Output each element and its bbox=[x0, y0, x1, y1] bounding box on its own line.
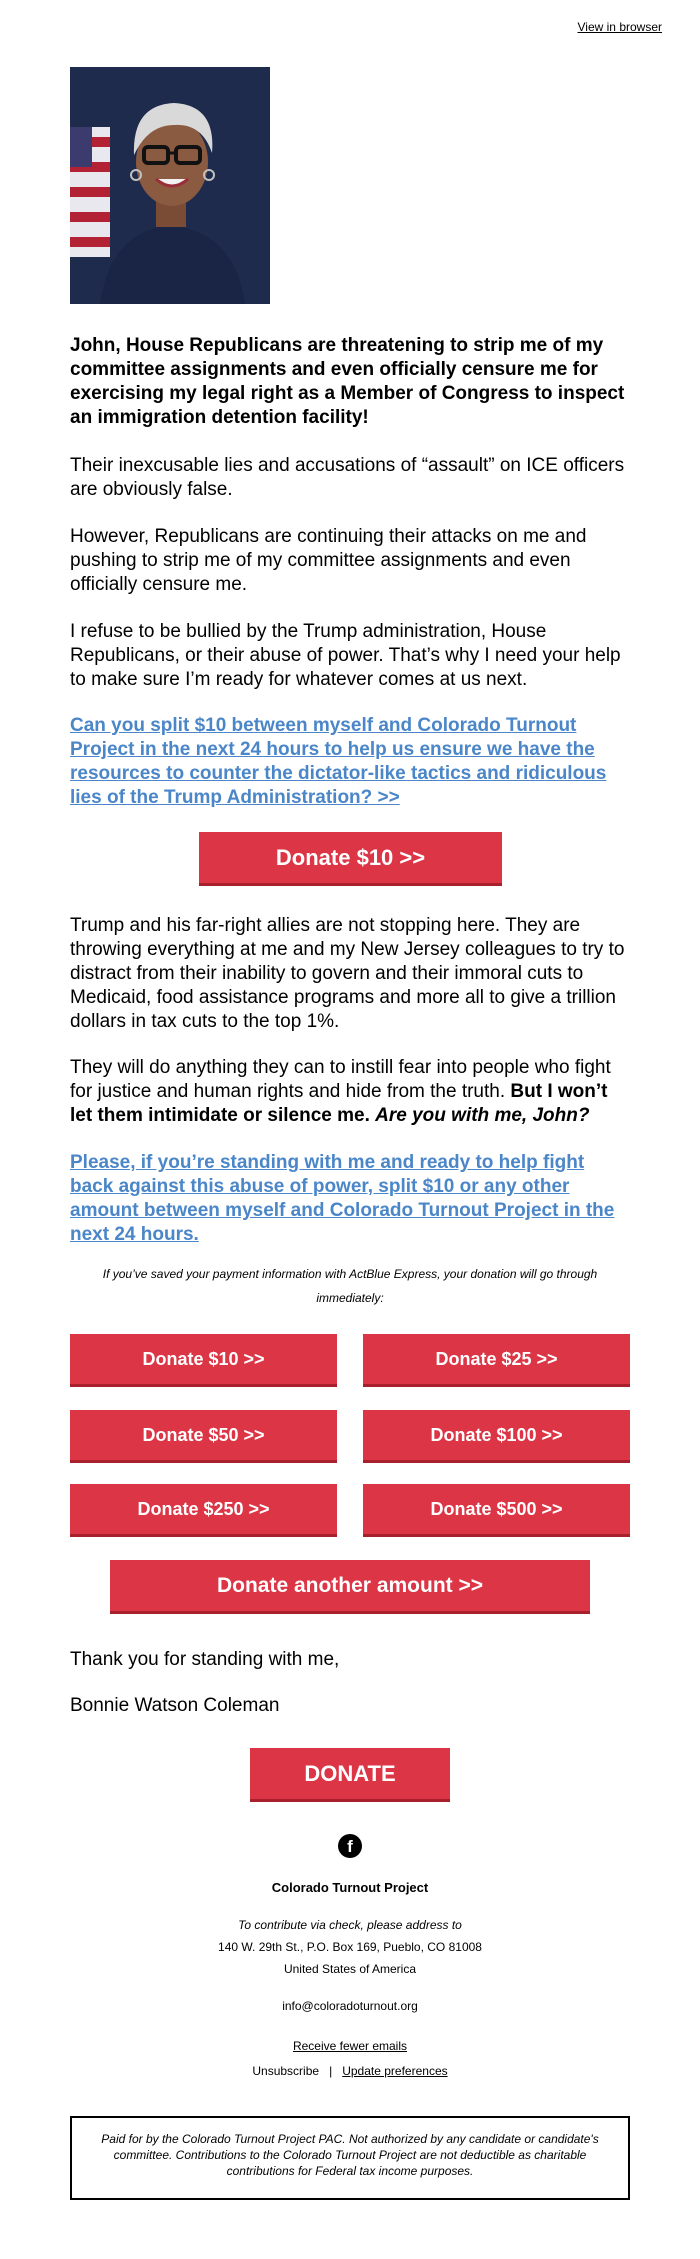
paragraph-5-bold: But I won’t let them intimidate or silence me. bbox=[70, 1081, 608, 1126]
receive-fewer-emails-link[interactable]: Receive fewer emails bbox=[292, 2039, 408, 2053]
facebook-icon[interactable]: f bbox=[338, 1834, 362, 1858]
update-preferences-link[interactable]: Update preferences bbox=[342, 2064, 448, 2078]
donate-250-button[interactable]: Donate $250 >> bbox=[70, 1484, 337, 1537]
donate-50-button[interactable]: Donate $50 >> bbox=[70, 1410, 337, 1463]
mailing-address: 140 W. 29th St., P.O. Box 169, Pueblo, CO 81008 bbox=[218, 1940, 482, 1954]
paragraph-4: Trump and his far-right allies are not stopping here. They are throwing everything at me and my New Jersey colleagues to try to distract from their inability to govern and their immoral cuts to Medicaid, food assistance programs and more all to give a trillion dollars in tax cuts to the top 1%. bbox=[70, 915, 625, 1032]
donate-link-2[interactable]: Please, if you’re standing with me and ready to help fight back against this abuse of power, split $10 or any other amount between myself and Colorado Turnout Project in the next 24 hours. bbox=[70, 1152, 615, 1245]
paragraph-2: However, Republicans are continuing their attacks on me and pushing to strip me of my committee assignments and even officially censure me. bbox=[70, 526, 587, 595]
link-separator: | bbox=[329, 2064, 333, 2078]
unsubscribe-row bbox=[0, 2064, 700, 2078]
paragraph-5-bold-italic: Are you with me, John? bbox=[375, 1105, 590, 1126]
donate-10-main-button[interactable]: Donate $10 >> bbox=[199, 832, 502, 886]
closing-thanks: Thank you for standing with me, bbox=[70, 1649, 340, 1670]
disclaimer-text: Paid for by the Colorado Turnout Project PAC. Not authorized by any candidate or candidate's committee. Contributions to the Colorado Turnout Project are not deductible as charitable contributions for Federal tax income purposes. bbox=[101, 2132, 599, 2178]
unsubscribe-link[interactable]: Unsubscribe bbox=[252, 2064, 320, 2078]
paragraph-5 bbox=[70, 1056, 630, 1128]
check-instructions: To contribute via check, please address to bbox=[238, 1918, 462, 1932]
donate-other-amount-button[interactable]: Donate another amount >> bbox=[110, 1560, 590, 1614]
contact-email: info@coloradoturnout.org bbox=[282, 1999, 418, 2013]
donate-25-button[interactable]: Donate $25 >> bbox=[363, 1334, 630, 1387]
actblue-note: If you’ve saved your payment information with ActBlue Express, your donation will go through immediately: bbox=[102, 1267, 598, 1305]
signature: Bonnie Watson Coleman bbox=[70, 1695, 280, 1716]
paragraph-1: Their inexcusable lies and accusations of “assault” on ICE officers are obviously false. bbox=[70, 455, 625, 500]
country: United States of America bbox=[283, 1962, 417, 1976]
donate-link-1[interactable]: Can you split $10 between myself and Colorado Turnout Project in the next 24 hours to help us ensure we have the resources to counter the dictator-like tactics and ridiculous lies of the Trump Administration? >> bbox=[70, 715, 607, 808]
portrait-image bbox=[70, 67, 270, 304]
paragraph-3: I refuse to be bullied by the Trump administration, House Republicans, or their abuse of power. That’s why I need your help to make sure I’m ready for whatever comes at us next. bbox=[70, 621, 621, 690]
donate-100-button[interactable]: Donate $100 >> bbox=[363, 1410, 630, 1463]
view-in-browser-link[interactable]: View in browser bbox=[577, 20, 662, 34]
donate-500-button[interactable]: Donate $500 >> bbox=[363, 1484, 630, 1537]
paragraph-5-plain: They will do anything they can to instill fear into people who fight for justice and human rights and hide from the truth. bbox=[70, 1057, 611, 1102]
headline: John, House Republicans are threatening to strip me of my committee assignments and even officially censure me for exercising my legal right as a Member of Congress to inspect an immigration detention facility! bbox=[70, 335, 625, 428]
donate-10-button[interactable]: Donate $10 >> bbox=[70, 1334, 337, 1387]
disclaimer-box bbox=[70, 2116, 630, 2200]
org-name: Colorado Turnout Project bbox=[271, 1880, 429, 1895]
donate-button[interactable]: DONATE bbox=[250, 1748, 450, 1802]
